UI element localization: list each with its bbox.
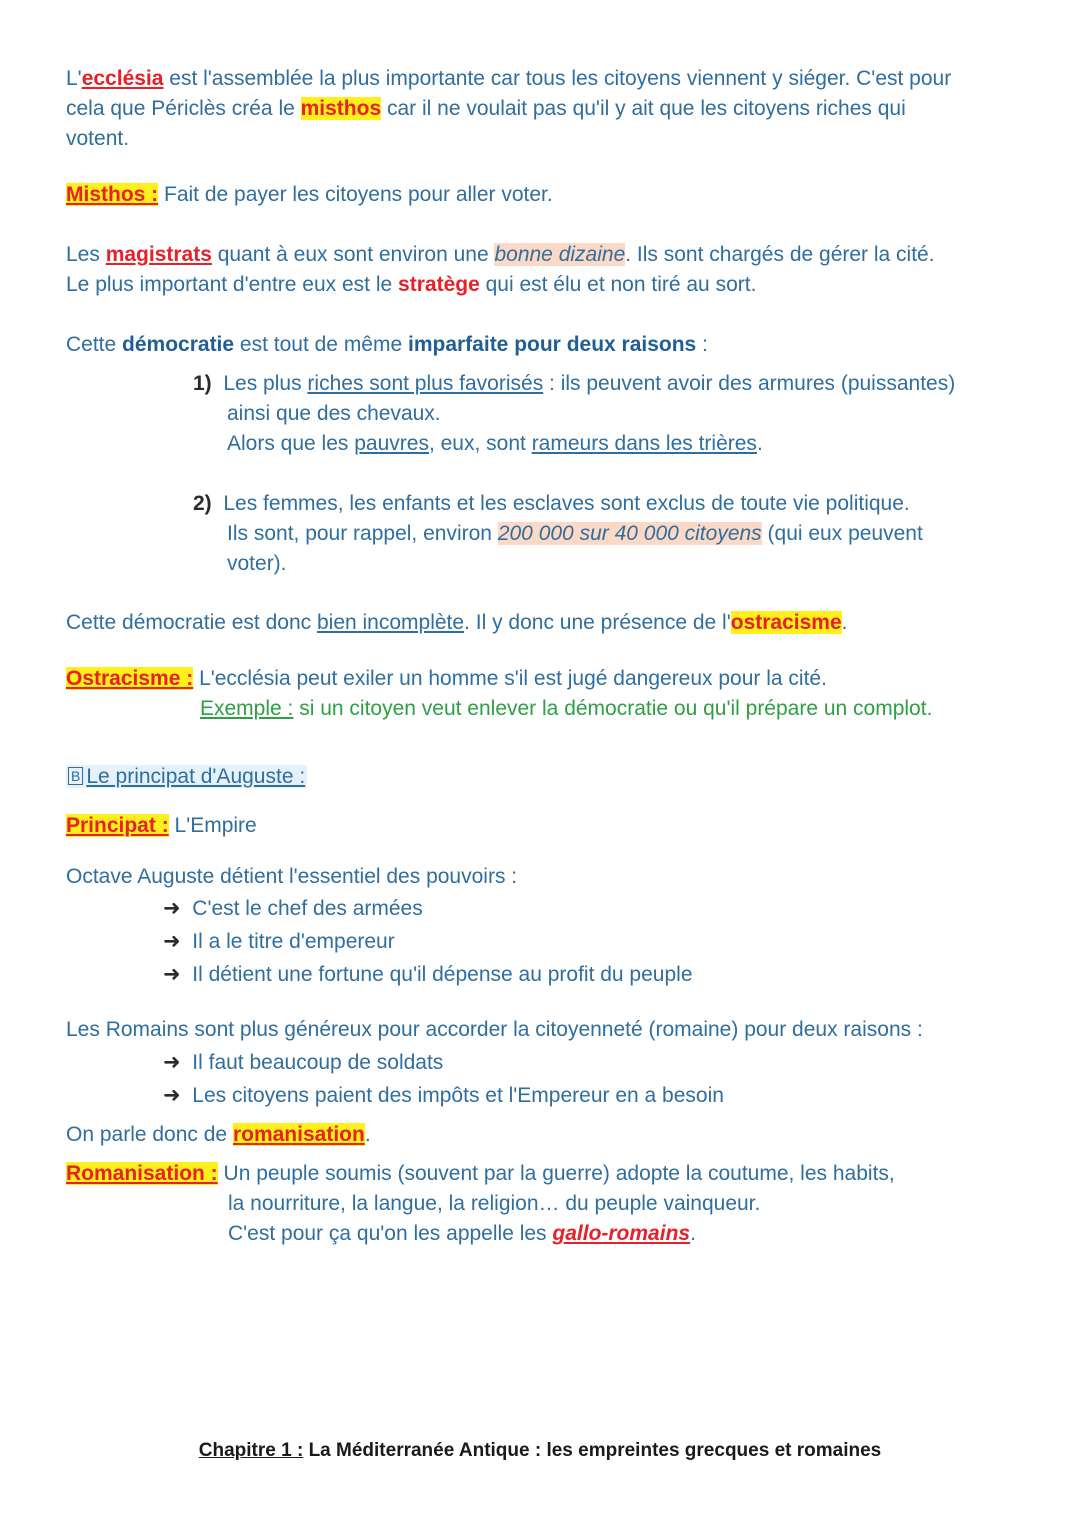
chapter-title: La Méditerranée Antique : les empreintes grecques et romaines bbox=[303, 1440, 882, 1461]
reason-2-line3: voter). bbox=[227, 552, 287, 575]
paragraph-romanisation: On parle donc de romanisation. bbox=[66, 1123, 371, 1146]
definition-term: Misthos : bbox=[66, 183, 159, 206]
term-ecclesia: ecclésia bbox=[81, 67, 164, 90]
definition-term: Principat : bbox=[66, 814, 169, 837]
term-gallo-romains: gallo-romains bbox=[552, 1222, 691, 1245]
term-misthos: misthos bbox=[300, 97, 382, 120]
reason-2-line1: 2) Les femmes, les enfants et les esclaves sont exclus de toute vie politique. bbox=[193, 492, 910, 515]
highlight-chiffres: 200 000 sur 40 000 citoyens bbox=[497, 522, 762, 545]
paragraph-ecclesia-line1: L'ecclésia est l'assemblée la plus importante car tous les citoyens viennent y siéger. C'est pour bbox=[66, 67, 952, 90]
highlight-dizaine: bonne dizaine bbox=[494, 243, 626, 266]
list-item: ➜ Il a le titre d'empereur bbox=[163, 930, 395, 953]
example-ostracisme: Exemple : si un citoyen veut enlever la démocratie ou qu'il prépare un complot. bbox=[200, 697, 933, 720]
definition-romanisation: Romanisation : Un peuple soumis (souvent par la guerre) adopte la coutume, les habits, bbox=[66, 1162, 895, 1185]
paragraph-incomplete: Cette démocratie est donc bien incomplète. Il y donc une présence de l'ostracisme. bbox=[66, 611, 848, 634]
reason-1-line2: ainsi que des chevaux. bbox=[227, 402, 441, 425]
paragraph-ecclesia-line2: cela que Périclès créa le misthos car il ne voulait pas qu'il y ait que les citoyens riches qui bbox=[66, 97, 906, 120]
arrow-right-icon: ➜ bbox=[163, 897, 181, 920]
reason-1-line1: 1) Les plus riches sont plus favorisés : ils peuvent avoir des armures (puissantes) bbox=[193, 372, 956, 395]
list-item: ➜ Les citoyens paient des impôts et l'Empereur en a besoin bbox=[163, 1084, 724, 1107]
chapter-footer bbox=[0, 1440, 1080, 1462]
list-item: ➜ Il faut beaucoup de soldats bbox=[163, 1051, 444, 1074]
term-imparfaite: imparfaite pour deux raisons bbox=[408, 333, 697, 356]
arrow-right-icon: ➜ bbox=[163, 930, 181, 953]
definition-principat: Principat : L'Empire bbox=[66, 814, 257, 837]
term-magistrats: magistrats bbox=[105, 243, 212, 266]
definition-romanisation-line3: C'est pour ça qu'on les appelle les gallo-romains. bbox=[228, 1222, 696, 1245]
chapter-label: Chapitre 1 : bbox=[198, 1440, 304, 1461]
paragraph-magistrats-line2: Le plus important d'entre eux est le stratège qui est élu et non tiré au sort. bbox=[66, 273, 757, 296]
list-number: 1) bbox=[193, 372, 212, 395]
paragraph-ecclesia-line3: votent. bbox=[66, 127, 130, 150]
arrow-right-icon: ➜ bbox=[163, 963, 181, 986]
definition-term: Ostracisme : bbox=[66, 667, 194, 690]
arrow-right-icon: ➜ bbox=[163, 1051, 181, 1074]
definition-misthos: Misthos : Fait de payer les citoyens pour aller voter. bbox=[66, 183, 553, 206]
term-romanisation: romanisation bbox=[232, 1123, 365, 1146]
paragraph-octave: Octave Auguste détient l'essentiel des pouvoirs : bbox=[66, 865, 518, 888]
list-item: ➜ C'est le chef des armées bbox=[163, 897, 423, 920]
list-item: ➜ Il détient une fortune qu'il dépense au profit du peuple bbox=[163, 963, 693, 986]
arrow-right-icon: ➜ bbox=[163, 1084, 181, 1107]
section-letter-badge: B bbox=[68, 767, 83, 785]
reason-1-line3: Alors que les pauvres, eux, sont rameurs dans les trières. bbox=[227, 432, 763, 455]
definition-romanisation-line2: la nourriture, la langue, la religion… du peuple vainqueur. bbox=[228, 1192, 761, 1215]
paragraph-romains: Les Romains sont plus généreux pour accorder la citoyenneté (romaine) pour deux raisons : bbox=[66, 1018, 923, 1041]
list-number: 2) bbox=[193, 492, 212, 515]
paragraph-democratie: Cette démocratie est tout de même imparfaite pour deux raisons : bbox=[66, 333, 708, 356]
term-ostracisme: ostracisme bbox=[730, 611, 842, 634]
term-democratie: démocratie bbox=[122, 333, 235, 356]
definition-term: Romanisation : bbox=[66, 1162, 218, 1185]
reason-2-line2: Ils sont, pour rappel, environ 200 000 sur 40 000 citoyens (qui eux peuvent bbox=[227, 522, 923, 545]
section-title-principat: B Le principat d'Auguste : bbox=[66, 762, 307, 792]
term-stratege: stratège bbox=[398, 273, 480, 296]
paragraph-magistrats-line1: Les magistrats quant à eux sont environ une bonne dizaine. Ils sont chargés de gérer la cité. bbox=[66, 243, 935, 266]
definition-ostracisme: Ostracisme : L'ecclésia peut exiler un homme s'il est jugé dangereux pour la cité. bbox=[66, 667, 827, 690]
